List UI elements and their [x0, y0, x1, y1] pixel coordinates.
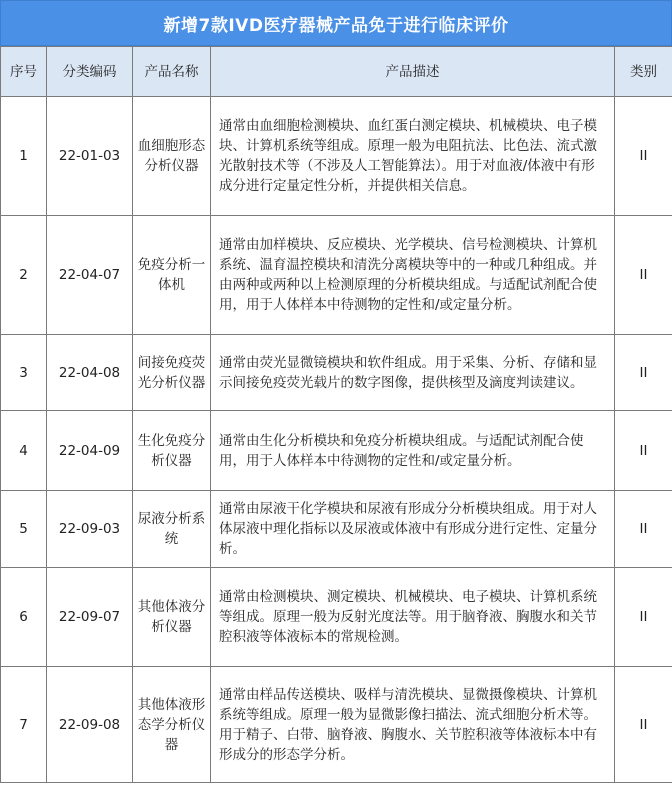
header-no: 序号 [1, 47, 47, 97]
cell-desc: 通常由荧光显微镜模块和软件组成。用于采集、分析、存储和显示间接免疫荧光载片的数字图像，提供核型及滴度判读建议。 [211, 335, 615, 411]
header-name: 产品名称 [133, 47, 211, 97]
table-row [1, 568, 672, 667]
cell-class: II [615, 411, 672, 491]
table-row [1, 97, 672, 216]
cell-class: II [615, 491, 672, 568]
cell-no: 1 [1, 97, 47, 216]
cell-desc: 通常由样品传送模块、吸样与清洗模块、显微摄像模块、计算机系统等组成。原理一般为显微影像扫描法、流式细胞分析术等。用于精子、白带、脑脊液、胸腹水、关节腔积液等体液标本中有形成分的形态学分析。 [211, 667, 615, 783]
cell-name: 生化免疫分析仪器 [133, 411, 211, 491]
cell-code: 22-09-08 [47, 667, 133, 783]
cell-no: 7 [1, 667, 47, 783]
cell-name: 尿液分析系统 [133, 491, 211, 568]
table-row [1, 335, 672, 411]
cell-code: 22-04-08 [47, 335, 133, 411]
cell-code: 22-09-03 [47, 491, 133, 568]
table-row [1, 216, 672, 335]
cell-no: 4 [1, 411, 47, 491]
cell-name: 血细胞形态分析仪器 [133, 97, 211, 216]
table-row [1, 411, 672, 491]
cell-desc: 通常由加样模块、反应模块、光学模块、信号检测模块、计算机系统、温育温控模块和清洗分离模块等中的一种或几种组成。并由两种或两种以上检测原理的分析模块组成。与适配试剂配合使用，用于人体样本中待测物的定性和/或定量分析。 [211, 216, 615, 335]
table-row [1, 667, 672, 783]
cell-code: 22-01-03 [47, 97, 133, 216]
cell-class: II [615, 568, 672, 667]
cell-desc: 通常由生化分析模块和免疫分析模块组成。与适配试剂配合使用，用于人体样本中待测物的定性和/或定量分析。 [211, 411, 615, 491]
cell-desc: 通常由检测模块、测定模块、机械模块、电子模块、计算机系统等组成。原理一般为反射光度法等。用于脑脊液、胸腹水和关节腔积液等体液标本的常规检测。 [211, 568, 615, 667]
table-header-row [1, 47, 672, 97]
cell-name: 其他体液分析仪器 [133, 568, 211, 667]
cell-class: II [615, 335, 672, 411]
cell-no: 6 [1, 568, 47, 667]
cell-no: 5 [1, 491, 47, 568]
header-desc: 产品描述 [211, 47, 615, 97]
cell-desc: 通常由血细胞检测模块、血红蛋白测定模块、机械模块、电子模块、计算机系统等组成。原理一般为电阻抗法、比色法、流式激光散射技术等（不涉及人工智能算法）。用于对血液/体液中有形成分进行定量定性分析，并提供相关信息。 [211, 97, 615, 216]
cell-name: 间接免疫荧光分析仪器 [133, 335, 211, 411]
cell-no: 2 [1, 216, 47, 335]
cell-code: 22-04-09 [47, 411, 133, 491]
cell-class: II [615, 667, 672, 783]
header-class: 类别 [615, 47, 672, 97]
cell-name: 其他体液形态学分析仪器 [133, 667, 211, 783]
cell-desc: 通常由尿液干化学模块和尿液有形成分分析模块组成。用于对人体尿液中理化指标以及尿液或体液中有形成分进行定性、定量分析。 [211, 491, 615, 568]
header-code: 分类编码 [47, 47, 133, 97]
cell-class: II [615, 216, 672, 335]
cell-code: 22-09-07 [47, 568, 133, 667]
table-row [1, 491, 672, 568]
page-title: 新增7款IVD医疗器械产品免于进行临床评价 [0, 0, 672, 46]
cell-class: II [615, 97, 672, 216]
cell-name: 免疫分析一体机 [133, 216, 211, 335]
product-table [0, 46, 672, 783]
cell-code: 22-04-07 [47, 216, 133, 335]
cell-no: 3 [1, 335, 47, 411]
